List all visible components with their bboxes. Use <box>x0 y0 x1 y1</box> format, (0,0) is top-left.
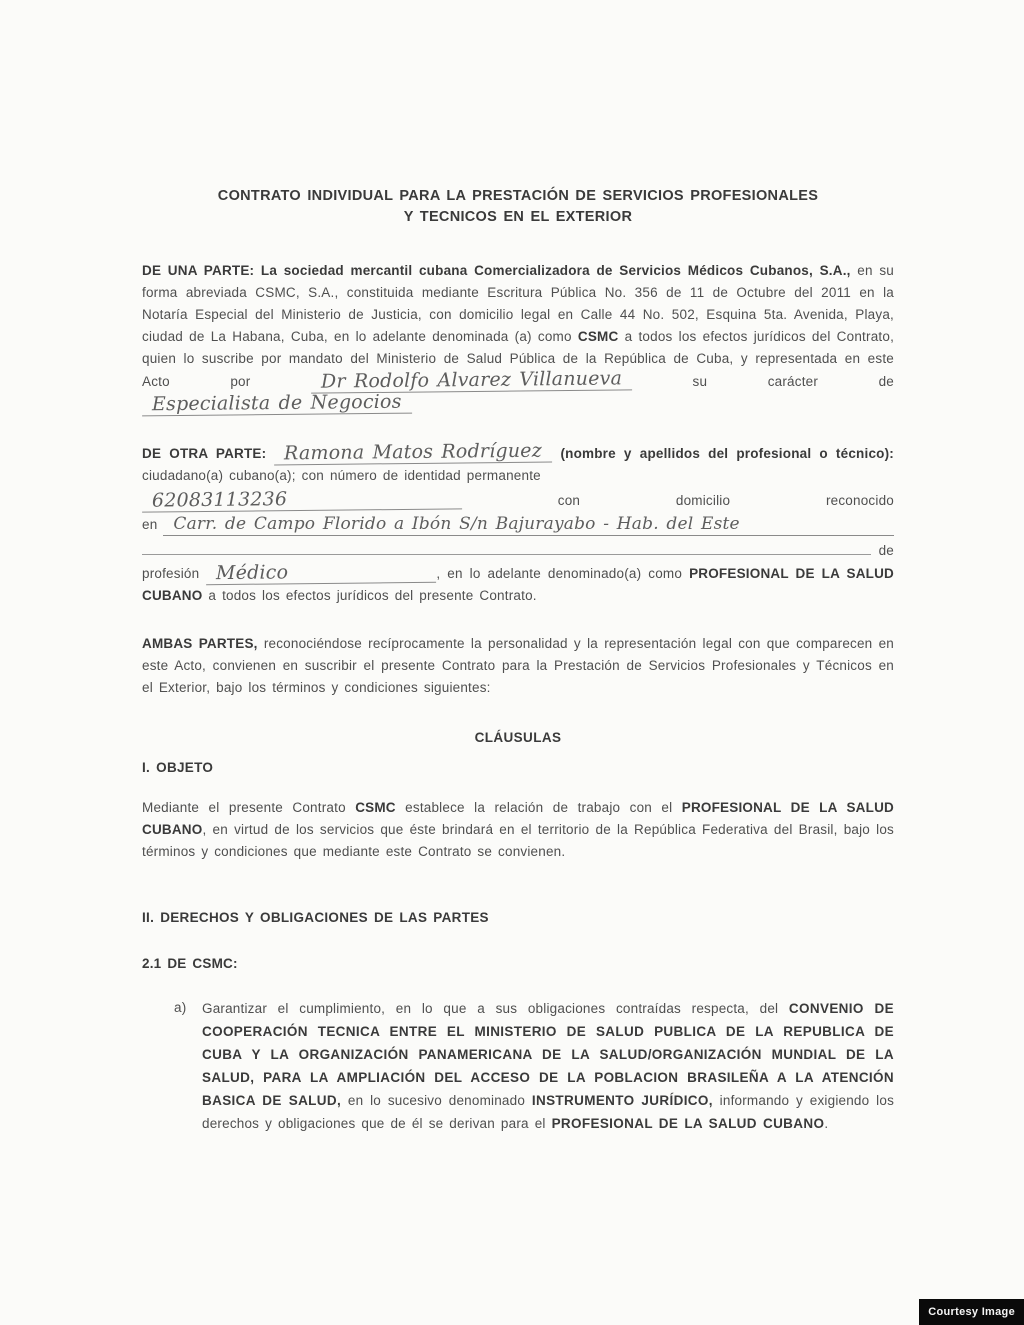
clausulas-heading: CLÁUSULAS <box>474 730 562 745</box>
party-one-body1: en su forma abreviada CSMC, S.A., constituida mediante Escritura Pública No. 356 de 11 de Octubre del 2011 en la Notaría Especial del Ministerio de Justicia, con domicilio legal en Calle 44 No. 502, Esquina 5ta. Avenida, Playa, ciudad de La Habana, Cuba, en lo adelante denominada (a) como <box>142 263 894 344</box>
objeto-paragraph <box>142 797 894 863</box>
item-a-period: . <box>824 1116 829 1131</box>
ambas-partes-paragraph <box>142 633 894 699</box>
party-two-lead: DE OTRA PARTE: <box>142 446 267 461</box>
party-two-body1: ciudadano(a) cubano(a); con número de identidad permanente <box>142 468 541 483</box>
contract-document <box>142 186 894 1135</box>
party-one-body3: su carácter de <box>692 374 894 389</box>
item-a-bold2: INSTRUMENTO JURÍDICO, <box>531 1093 713 1108</box>
word-de: de <box>878 543 894 558</box>
subsection-2-1: 2.1 DE CSMC: <box>142 956 238 971</box>
item-a-bold3: PROFESIONAL DE LA SALUD CUBANO <box>551 1116 825 1131</box>
word-domicilio: domicilio <box>675 493 731 508</box>
handwritten-identity-number: 62083113236 <box>142 487 462 512</box>
contract-title-line1: CONTRATO INDIVIDUAL PARA LA PRESTACIÓN DE SERVICIOS PROFESIONALES <box>217 188 819 204</box>
derechos-heading: II. DERECHOS Y OBLIGACIONES DE LAS PARTES <box>142 910 489 925</box>
objeto-csmc: CSMC <box>355 800 396 815</box>
courtesy-image-watermark: Courtesy Image <box>919 1299 1024 1325</box>
contract-title <box>142 186 894 228</box>
item-a-body2: en lo sucesivo denominado <box>347 1093 526 1108</box>
ambas-partes-lead: AMBAS PARTES, <box>142 636 258 651</box>
item-a-marker: a) <box>174 1000 187 1015</box>
party-one-lead: DE UNA PARTE: <box>142 263 255 278</box>
item-a-text <box>202 997 894 1135</box>
party-one-company: La sociedad mercantil cubana Comercializadora de Servicios Médicos Cubanos, S.A., <box>260 263 851 278</box>
item-a-bold1: CONVENIO DE COOPERACIÓN TECNICA ENTRE EL MINISTERIO DE SALUD PUBLICA DE LA REPUBLICA DE CUBA Y LA ORGANIZACIÓN PANAMERICANA DE LA SALUD/ORGANIZACIÓN MUNDIAL DE LA SALUD, PARA LA AMPLIACIÓN DEL ACCESO DE LA POBLACION BRASILEÑA A LA ATENCIÓN BASICA DE SALUD, <box>202 1001 894 1108</box>
handwritten-profession: Médico <box>206 561 436 585</box>
party-one-csmc: CSMC <box>577 329 619 344</box>
item-a-body1: Garantizar el cumplimiento, en lo que a sus obligaciones contraídas respecta, del <box>202 1001 779 1016</box>
objeto-body3: , en virtud de los servicios que éste brindará en el territorio de la República Federativa del Brasil, bajo los términos y condiciones que mediante este Contrato se convienen. <box>142 822 894 859</box>
objeto-body1: Mediante el presente Contrato <box>142 800 346 815</box>
address-line <box>142 514 894 536</box>
item-a <box>174 997 894 1135</box>
handwritten-professional-name: Ramona Matos Rodríguez <box>274 441 552 466</box>
party-two-body3: a todos los efectos jurídicos del presente Contrato. <box>208 588 537 603</box>
word-con: con <box>557 493 581 508</box>
item-a-body3: informando y exigiendo los derechos y obligaciones que de él se derivan para el <box>202 1093 895 1131</box>
identity-number-line <box>142 489 894 512</box>
profession-line-and-rest <box>142 562 894 607</box>
party-two-paragraph <box>142 439 895 607</box>
word-profesion: profesión <box>142 566 200 581</box>
party-two-bold1: (nombre y apellidos del profesional o técnico): <box>560 446 894 461</box>
party-one-body2: a todos los efectos jurídicos del Contrato, quien lo suscribe por mandato del Ministerio de Salud Pública de la República de Cuba, y representada en este Acto por <box>142 329 895 389</box>
word-en: en <box>142 517 158 532</box>
party-one-paragraph <box>142 260 894 416</box>
blank-underline <box>142 538 871 555</box>
party-two-bold2: PROFESIONAL DE LA SALUD CUBANO <box>142 566 895 603</box>
handwritten-address: Carr. de Campo Florido a Ibón S/n Bajurayabo - Hab. del Este <box>163 514 894 536</box>
party-two-body2: , en lo adelante denominado(a) como <box>436 566 683 581</box>
blank-underline-line <box>142 538 894 562</box>
contract-title-line2: Y TECNICOS EN EL EXTERIOR <box>403 209 633 225</box>
handwritten-representative-role: Especialista de Negocios <box>142 392 412 417</box>
objeto-body2: establece la relación de trabajo con el <box>405 800 673 815</box>
objeto-heading: I. OBJETO <box>142 760 214 775</box>
handwritten-representative-name: Dr Rodolfo Alvarez Villanueva <box>311 368 632 393</box>
word-reconocido: reconocido <box>825 493 894 508</box>
objeto-bold1: PROFESIONAL DE LA SALUD CUBANO <box>142 800 894 837</box>
ambas-partes-body: reconociéndose recíprocamente la personalidad y la representación legal con que comparecen en este Acto, convienen en suscribir el presente Contrato para la Prestación de Servicios Profesionales y Técnicos en el Exterior, bajo los términos y condiciones siguientes: <box>142 636 895 695</box>
